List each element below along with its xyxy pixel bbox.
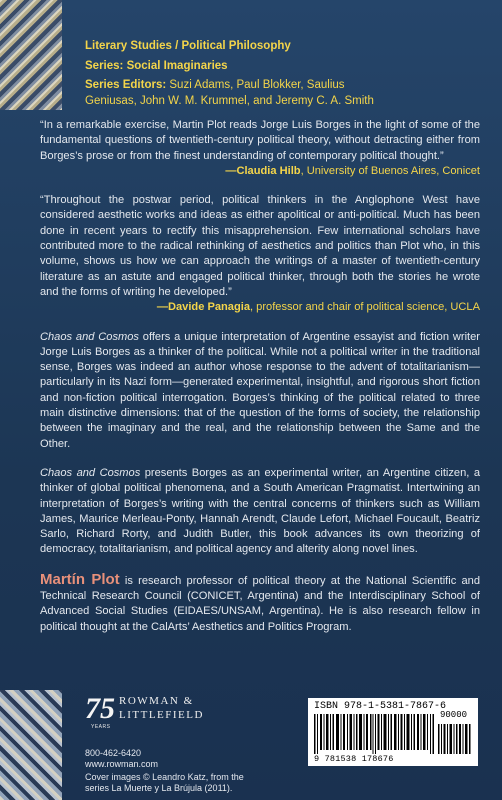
price-code: 90000: [440, 710, 468, 720]
barcode-digits: 9 781538 178676: [314, 754, 394, 764]
quote-2-text: “Throughout the postwar period, political thinkers in the Anglophone West have considered aesthetic works and ideas as either apolitical or anti-political. Much has been done in recent years to rectify this misapprehension. Few international scholars have contributed more to the radical rethinking of aesthetics and politics than Plot who, in this volume, shows us how we can approach the writings of a master of twentieth-century literature as an astute and engaged political thinker, through both the stories he wrote and the forms of writing he developed.”: [40, 194, 480, 298]
editors-names-2: Geniusas, John W. M. Krummel, and Jeremy C. A. Smith: [85, 94, 374, 107]
anniversary-label: YEARS: [91, 724, 111, 730]
isbn-number: ISBN 978-1-5381-7867-6: [314, 701, 447, 712]
quote-2-affiliation: , professor and chair of political science, UCLA: [250, 301, 480, 314]
series-name: Social Imaginaries: [126, 59, 228, 72]
quote-1-text: “In a remarkable exercise, Martin Plot reads Jorge Luis Borges in the light of some of the fundamental questions of twentieth-century political theory, without detracting either from Borges’s prose or from the finest understanding of contemporary political thought.”: [40, 119, 480, 162]
publisher-phone: 800-462-6420: [85, 748, 142, 758]
credit-line-2: series La Muerte y La Brújula (2011).: [85, 783, 233, 793]
author-name: Martín Plot: [40, 570, 120, 588]
publisher-name: [119, 694, 204, 722]
series-line: [85, 59, 485, 75]
credit-line-1: Cover images © Leandro Katz, from the: [85, 772, 244, 782]
publisher-name-line-2: LITTLEFIELD: [119, 709, 204, 721]
series-label: Series:: [85, 59, 124, 72]
cover-art-strip-bottom: [0, 690, 62, 800]
cover-copy: [40, 118, 480, 635]
editors-label: Series Editors:: [85, 79, 167, 91]
category-line: Literary Studies / Political Philosophy: [85, 40, 291, 52]
cover-art-strip-top: [0, 0, 62, 110]
anniversary-number: 75: [85, 692, 115, 725]
image-credit: [85, 772, 285, 794]
series-header: [85, 39, 485, 109]
description-paragraph-2: [40, 466, 480, 558]
isbn-barcode: [308, 698, 478, 766]
book-title-2: Chaos and Cosmos: [40, 466, 141, 479]
description-1-text: offers a unique interpretation of Argentine essayist and fiction writer Jorge Luis Borges as a thinker of the political. While not a political writer in the traditional sense, Borges was indeed an author whose response to the advent of totalitarianism—particularly in its Nazi form—generated experimental, insightful, and rigorous short fiction and non-fiction political interrogation. Borges’s thinking of the political related to three main distinctive dimensions: that of the question of the forms of society, the relationship between the imaginary and the real, and the relationship between the Same and the Other.: [40, 330, 480, 450]
quote-1-affiliation: , University of Buenos Aires, Conicet: [300, 164, 480, 177]
description-2-text: presents Borges as an experimental writer, an Argentine citizen, a thinker of global political phenomena, and a South American Pragmatist. Intertwining an interpretation of Borges’s writing with the central concerns of thinkers such as William James, Maurice Merleau-Ponty, Hannah Arendt, Claude Lefort, Michael Foucault, Beatriz Sarlo, Richard Rorty, and Judith Butler, this book advances its own theorizing of democracy, totalitarianism, and political agency and alterity along novel lines.: [40, 466, 480, 556]
publisher-url[interactable]: www.rowman.com: [85, 759, 159, 769]
publisher-logo: [85, 690, 225, 740]
editors-names-1: Suzi Adams, Paul Blokker, Saulius: [169, 79, 345, 91]
price-barcode-bars-icon: [438, 714, 472, 754]
barcode-bars-icon: [314, 714, 434, 754]
publisher-contact: [85, 748, 158, 770]
quote-2-name: —Davide Panagia: [156, 301, 250, 314]
book-title-1: Chaos and Cosmos: [40, 330, 139, 343]
author-bio-text: is research professor of political theory at the National Scientific and Technical Research Council (CONICET, Argentina) and the Interdisciplinary School of Advanced Social Studies (EIDAES/UNSAM, Argentina). He is also research fellow in political thought at the CalArts’ Aesthetics and Politics Program.: [40, 574, 480, 633]
description-paragraph-1: [40, 330, 480, 452]
quote-2-attribution: [40, 300, 480, 315]
quote-1-name: —Claudia Hilb: [225, 164, 301, 177]
author-bio: [40, 572, 480, 635]
quote-1-attribution: [40, 164, 480, 179]
publisher-name-line-1: ROWMAN &: [119, 695, 194, 707]
editors-line: [85, 78, 485, 94]
